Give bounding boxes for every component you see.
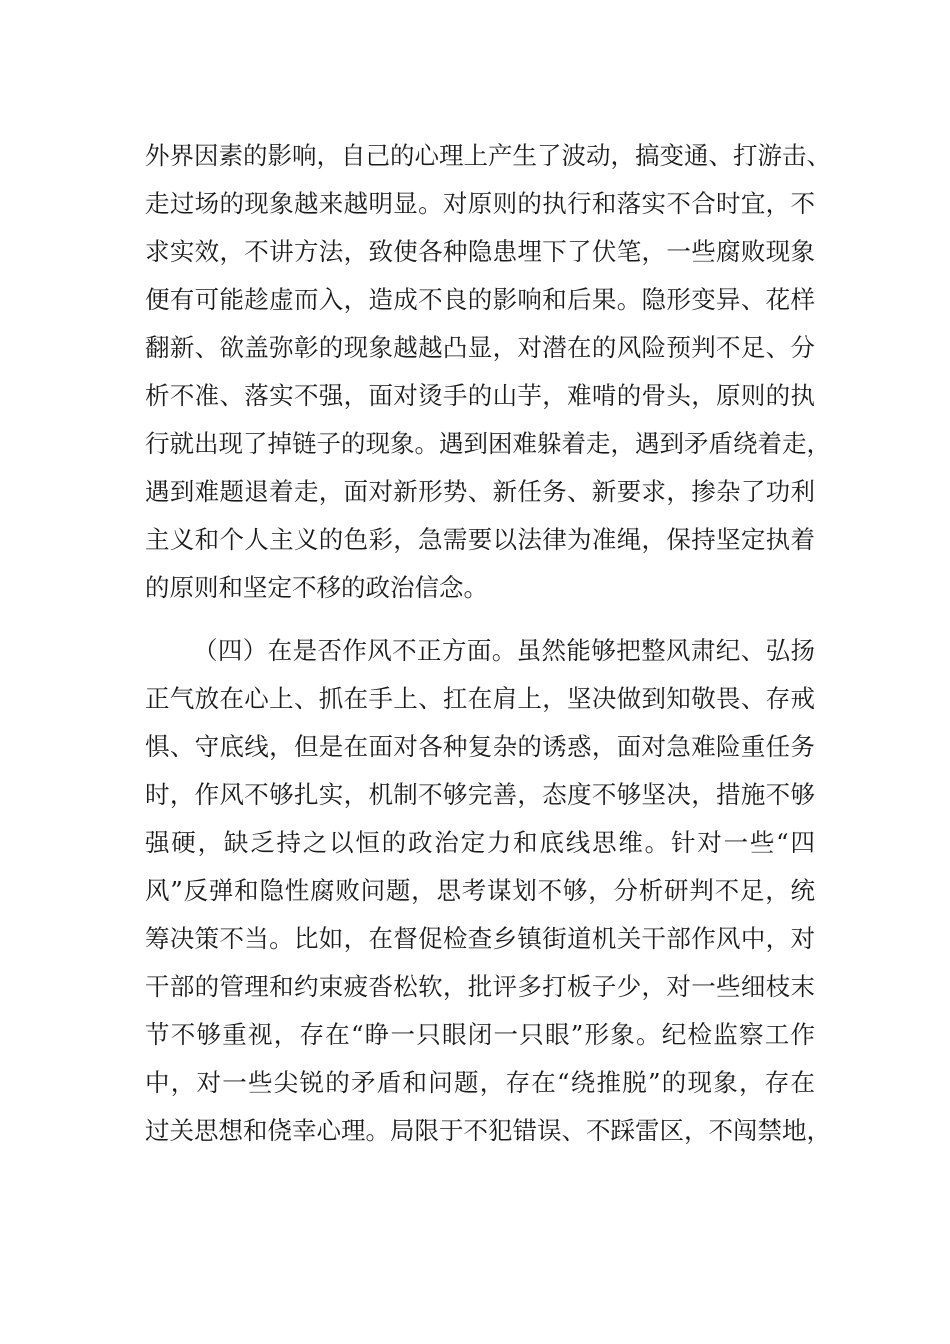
paragraph-line: 正气放在心上、抓在手上、扛在肩上，坚决做到知敬畏、存戒	[145, 684, 815, 713]
paragraph-line: 遇到难题退着走，面对新形势、新任务、新要求，掺杂了功利	[145, 477, 815, 506]
paragraph-line: 外界因素的影响，自己的心理上产生了波动，搞变通、打游击、	[145, 141, 831, 170]
paragraph-line: 的原则和坚定不移的政治信念。	[145, 573, 488, 602]
paragraph-line: 干部的管理和约束疲沓松软，批评多打板子少，对一些细枝末	[145, 972, 815, 1001]
paragraph-line: 翻新、欲盖弥彰的现象越越凸显，对潜在的风险预判不足、分	[145, 333, 815, 362]
paragraph-line: 析不准、落实不强，面对烫手的山芋，难啃的骨头，原则的执	[145, 381, 815, 410]
paragraph-line: 求实效，不讲方法，致使各种隐患埋下了伏笔，一些腐败现象	[145, 237, 815, 266]
paragraph-line: 强硬，缺乏持之以恒的政治定力和底线思维。针对一些“四	[145, 828, 815, 857]
paragraph-line: 风”反弹和隐性腐败问题，思考谋划不够，分析研判不足，统	[145, 876, 815, 905]
paragraph-line: 筹决策不当。比如，在督促检查乡镇街道机关干部作风中，对	[145, 924, 815, 953]
paragraph-line: 走过场的现象越来越明显。对原则的执行和落实不合时宜，不	[145, 189, 815, 218]
paragraph-line: 行就出现了掉链子的现象。遇到困难躲着走，遇到矛盾绕着走，	[145, 429, 831, 458]
paragraph-line: 过关思想和侥幸心理。局限于不犯错误、不踩雷区，不闯禁地，	[145, 1116, 831, 1145]
paragraph-line: 惧、守底线，但是在面对各种复杂的诱惑，面对急难险重任务	[145, 732, 815, 761]
paragraph-line: （四）在是否作风不正方面。虽然能够把整风肃纪、弘扬	[193, 636, 815, 665]
paragraph-line: 中，对一些尖锐的矛盾和问题，存在“绕推脱”的现象，存在	[145, 1068, 815, 1097]
paragraph-line: 节不够重视，存在“睁一只眼闭一只眼”形象。纪检监察工作	[145, 1020, 815, 1049]
paragraph-line: 便有可能趁虚而入，造成不良的影响和后果。隐形变异、花样	[145, 285, 815, 314]
paragraph-line: 时，作风不够扎实，机制不够完善，态度不够坚决，措施不够	[145, 780, 815, 809]
paragraph-line: 主义和个人主义的色彩，急需要以法律为准绳，保持坚定执着	[145, 525, 815, 554]
